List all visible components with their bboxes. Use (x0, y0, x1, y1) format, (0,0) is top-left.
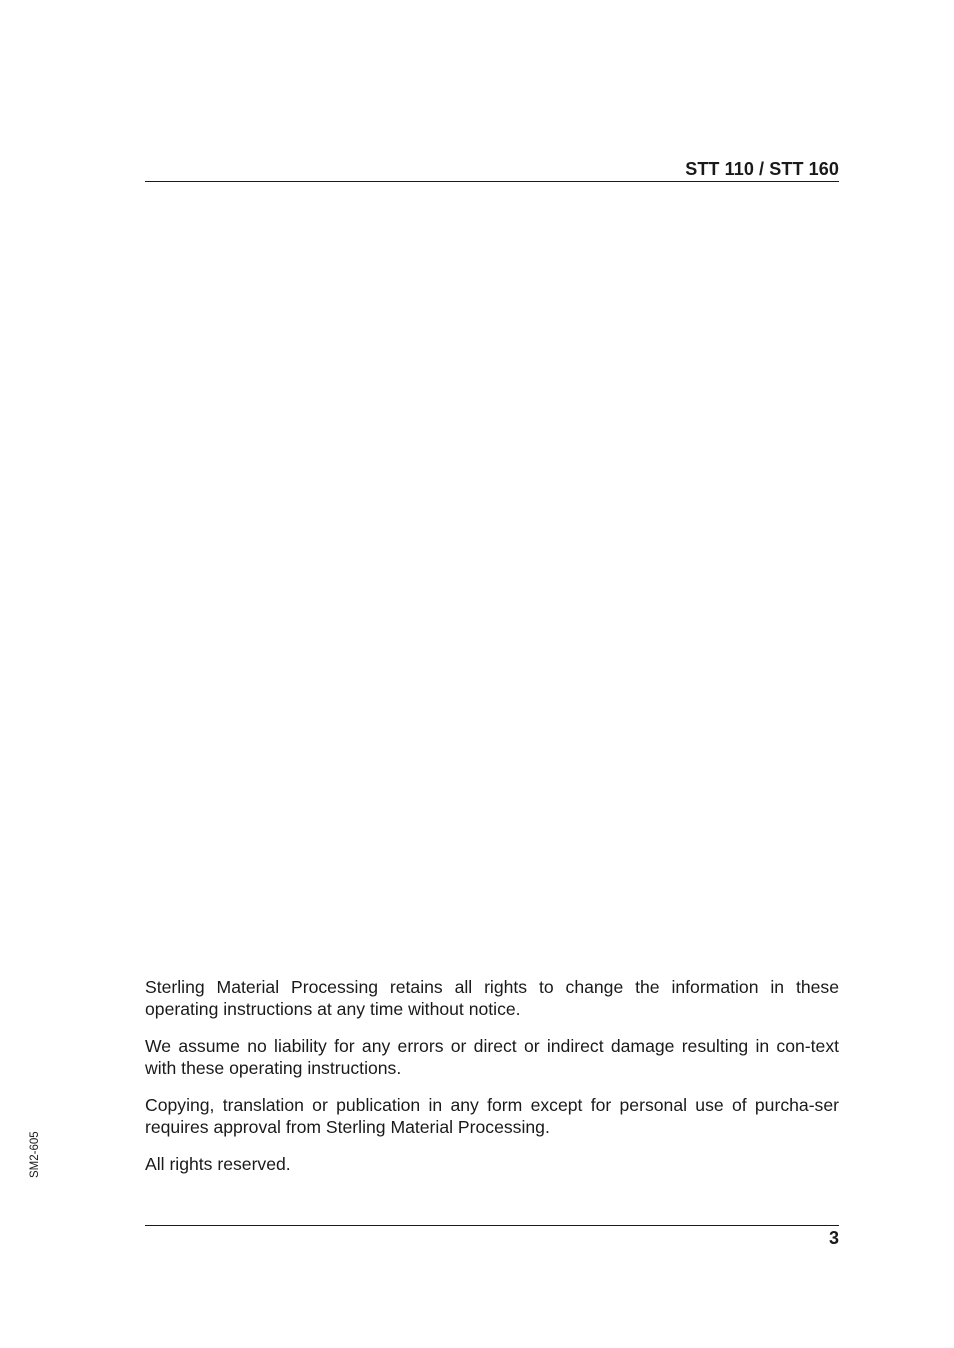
document-code: SM2-605 (29, 1131, 41, 1178)
notice-paragraph-copying: Copying, translation or publication in any form except for personal use of purcha-ser requires approval from Sterling Material Processing. (145, 1095, 839, 1137)
page-number: 3 (828, 1228, 839, 1248)
footer-divider (145, 1225, 839, 1226)
notice-paragraph-all-rights: All rights reserved. (145, 1154, 291, 1174)
header-divider (145, 181, 839, 182)
page-header-title: STT 110 / STT 160 (685, 159, 839, 179)
notice-paragraph-liability: We assume no liability for any errors or direct or indirect damage resulting in con-text with these operating instructions. (145, 1036, 839, 1078)
notice-paragraph-rights-change: Sterling Material Processing retains all rights to change the information in these operating instructions at any time without notice. (145, 977, 839, 1019)
legal-notice (145, 976, 839, 1190)
